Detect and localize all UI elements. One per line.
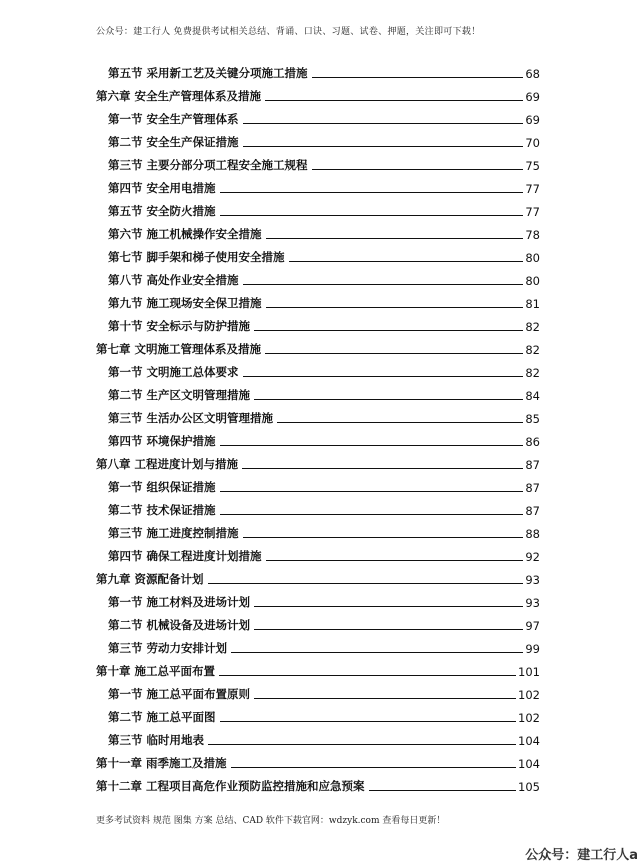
toc-page-number: 99 xyxy=(525,642,540,656)
toc-leader-line xyxy=(254,330,523,331)
toc-section-row[interactable] xyxy=(96,587,540,610)
toc-leader-line xyxy=(208,583,524,584)
toc-page-number: 97 xyxy=(525,619,540,633)
toc-section-row[interactable] xyxy=(96,472,540,495)
toc-chapter-row[interactable] xyxy=(96,334,540,357)
toc-entry-label: 第三节 劳动力安排计划 xyxy=(108,641,228,655)
toc-leader-line xyxy=(254,698,516,699)
toc-page-number: 102 xyxy=(518,688,540,702)
toc-section-row[interactable] xyxy=(96,196,540,219)
toc-page-number: 70 xyxy=(525,136,540,150)
toc-page-number: 101 xyxy=(518,665,540,679)
toc-page-number: 77 xyxy=(525,182,540,196)
watermark: 公众号：建工行人a xyxy=(525,848,638,863)
toc-page-number: 84 xyxy=(525,389,540,403)
toc-section-row[interactable] xyxy=(96,495,540,518)
toc-page-number: 92 xyxy=(525,550,540,564)
toc-page-number: 85 xyxy=(525,412,540,426)
toc-leader-line xyxy=(219,675,516,676)
toc-page-number: 87 xyxy=(525,481,540,495)
toc-section-row[interactable] xyxy=(96,403,540,426)
toc-leader-line xyxy=(220,491,524,492)
toc-section-row[interactable] xyxy=(96,127,540,150)
toc-section-row[interactable] xyxy=(96,242,540,265)
toc-leader-line xyxy=(265,100,523,101)
toc-entry-label: 第五节 采用新工艺及关键分项施工措施 xyxy=(108,66,308,80)
toc-page-number: 87 xyxy=(525,504,540,518)
toc-leader-line xyxy=(220,192,524,193)
toc-page-number: 81 xyxy=(525,297,540,311)
toc-page-number: 104 xyxy=(518,757,540,771)
toc-page-number: 93 xyxy=(525,573,540,587)
toc-chapter-row[interactable] xyxy=(96,748,540,771)
toc-page-number: 88 xyxy=(525,527,540,541)
toc-section-row[interactable] xyxy=(96,104,540,127)
toc-entry-label: 第四节 环境保护措施 xyxy=(108,434,216,448)
toc-section-row[interactable] xyxy=(96,58,540,81)
toc-entry-label: 第四节 安全用电措施 xyxy=(108,181,216,195)
toc-leader-line xyxy=(312,169,524,170)
page-footer: 更多考试资料 规范 图集 方案 总结、CAD 软件下载官网：wdzyk.com 查看每日更新！ xyxy=(96,816,446,826)
toc-entry-label: 第十二章 工程项目高危作业预防监控措施和应急预案 xyxy=(96,779,365,793)
toc-page-number: 82 xyxy=(525,343,540,357)
toc-entry-label: 第一节 安全生产管理体系 xyxy=(108,112,239,126)
toc-leader-line xyxy=(369,790,517,791)
toc-leader-line xyxy=(289,261,524,262)
toc-leader-line xyxy=(266,560,524,561)
toc-leader-line xyxy=(208,744,516,745)
toc-section-row[interactable] xyxy=(96,357,540,380)
toc-entry-label: 第二节 生产区文明管理措施 xyxy=(108,388,251,402)
toc-entry-label: 第二节 安全生产保证措施 xyxy=(108,135,239,149)
toc-leader-line xyxy=(231,652,523,653)
toc-chapter-row[interactable] xyxy=(96,771,540,794)
toc-leader-line xyxy=(243,123,524,124)
toc-page-number: 82 xyxy=(525,320,540,334)
toc-page-number: 87 xyxy=(525,458,540,472)
toc-entry-label: 第六节 施工机械操作安全措施 xyxy=(108,227,262,241)
toc-section-row[interactable] xyxy=(96,311,540,334)
toc-entry-label: 第二节 施工总平面图 xyxy=(108,710,216,724)
toc-section-row[interactable] xyxy=(96,173,540,196)
toc-page-number: 69 xyxy=(525,113,540,127)
toc-page-number: 102 xyxy=(518,711,540,725)
toc-leader-line xyxy=(220,514,524,515)
toc-entry-label: 第十一章 雨季施工及措施 xyxy=(96,756,227,770)
toc-leader-line xyxy=(243,537,524,538)
toc-chapter-row[interactable] xyxy=(96,656,540,679)
toc-page-number: 80 xyxy=(525,274,540,288)
toc-page-number: 69 xyxy=(525,90,540,104)
toc-entry-label: 第九节 施工现场安全保卫措施 xyxy=(108,296,262,310)
toc-section-row[interactable] xyxy=(96,633,540,656)
toc-page-number: 93 xyxy=(525,596,540,610)
toc-page-number: 82 xyxy=(525,366,540,380)
toc-section-row[interactable] xyxy=(96,679,540,702)
toc-page-number: 80 xyxy=(525,251,540,265)
toc-page-number: 78 xyxy=(525,228,540,242)
toc-entry-label: 第一节 组织保证措施 xyxy=(108,480,216,494)
toc-section-row[interactable] xyxy=(96,150,540,173)
toc-entry-label: 第九章 资源配备计划 xyxy=(96,572,204,586)
toc-leader-line xyxy=(220,215,524,216)
toc-section-row[interactable] xyxy=(96,288,540,311)
toc-page-number: 68 xyxy=(525,67,540,81)
toc-section-row[interactable] xyxy=(96,541,540,564)
toc-leader-line xyxy=(277,422,523,423)
toc-page-number: 104 xyxy=(518,734,540,748)
toc-leader-line xyxy=(231,767,517,768)
toc-leader-line xyxy=(254,629,523,630)
toc-entry-label: 第八章 工程进度计划与措施 xyxy=(96,457,239,471)
toc-leader-line xyxy=(266,307,524,308)
toc-section-row[interactable] xyxy=(96,265,540,288)
toc-entry-label: 第一节 施工材料及进场计划 xyxy=(108,595,251,609)
toc-leader-line xyxy=(243,146,524,147)
toc-entry-label: 第十章 施工总平面布置 xyxy=(96,664,216,678)
toc-leader-line xyxy=(220,721,517,722)
toc-chapter-row[interactable] xyxy=(96,449,540,472)
toc-chapter-row[interactable] xyxy=(96,81,540,104)
toc-section-row[interactable] xyxy=(96,725,540,748)
toc-leader-line xyxy=(266,238,524,239)
toc-entry-label: 第三节 生活办公区文明管理措施 xyxy=(108,411,274,425)
toc-leader-line xyxy=(254,399,523,400)
toc-leader-line xyxy=(243,284,524,285)
toc-section-row[interactable] xyxy=(96,702,540,725)
toc-section-row[interactable] xyxy=(96,380,540,403)
toc-entry-label: 第八节 高处作业安全措施 xyxy=(108,273,239,287)
toc-section-row[interactable] xyxy=(96,426,540,449)
toc-leader-line xyxy=(243,376,524,377)
toc-leader-line xyxy=(220,445,524,446)
table-of-contents xyxy=(96,58,540,794)
toc-leader-line xyxy=(265,353,523,354)
toc-entry-label: 第三节 主要分部分项工程安全施工规程 xyxy=(108,158,308,172)
toc-section-row[interactable] xyxy=(96,219,540,242)
toc-page-number: 86 xyxy=(525,435,540,449)
toc-entry-label: 第二节 技术保证措施 xyxy=(108,503,216,517)
toc-leader-line xyxy=(254,606,523,607)
toc-page-number: 77 xyxy=(525,205,540,219)
toc-entry-label: 第二节 机械设备及进场计划 xyxy=(108,618,251,632)
toc-entry-label: 第十节 安全标示与防护措施 xyxy=(108,319,251,333)
page-header: 公众号：建工行人 免费提供考试相关总结、背诵、口诀、习题、试卷、押题，关注即可下载！ xyxy=(96,27,481,37)
toc-entry-label: 第七节 脚手架和梯子使用安全措施 xyxy=(108,250,285,264)
toc-entry-label: 第六章 安全生产管理体系及措施 xyxy=(96,89,262,103)
toc-entry-label: 第七章 文明施工管理体系及措施 xyxy=(96,342,262,356)
toc-leader-line xyxy=(242,468,523,469)
toc-leader-line xyxy=(312,77,524,78)
toc-entry-label: 第四节 确保工程进度计划措施 xyxy=(108,549,262,563)
toc-entry-label: 第一节 文明施工总体要求 xyxy=(108,365,239,379)
toc-entry-label: 第一节 施工总平面布置原则 xyxy=(108,687,251,701)
toc-entry-label: 第五节 安全防火措施 xyxy=(108,204,216,218)
toc-section-row[interactable] xyxy=(96,518,540,541)
toc-page-number: 75 xyxy=(525,159,540,173)
toc-entry-label: 第三节 施工进度控制措施 xyxy=(108,526,239,540)
toc-entry-label: 第三节 临时用地表 xyxy=(108,733,205,747)
toc-section-row[interactable] xyxy=(96,610,540,633)
toc-page-number: 105 xyxy=(518,780,540,794)
toc-chapter-row[interactable] xyxy=(96,564,540,587)
